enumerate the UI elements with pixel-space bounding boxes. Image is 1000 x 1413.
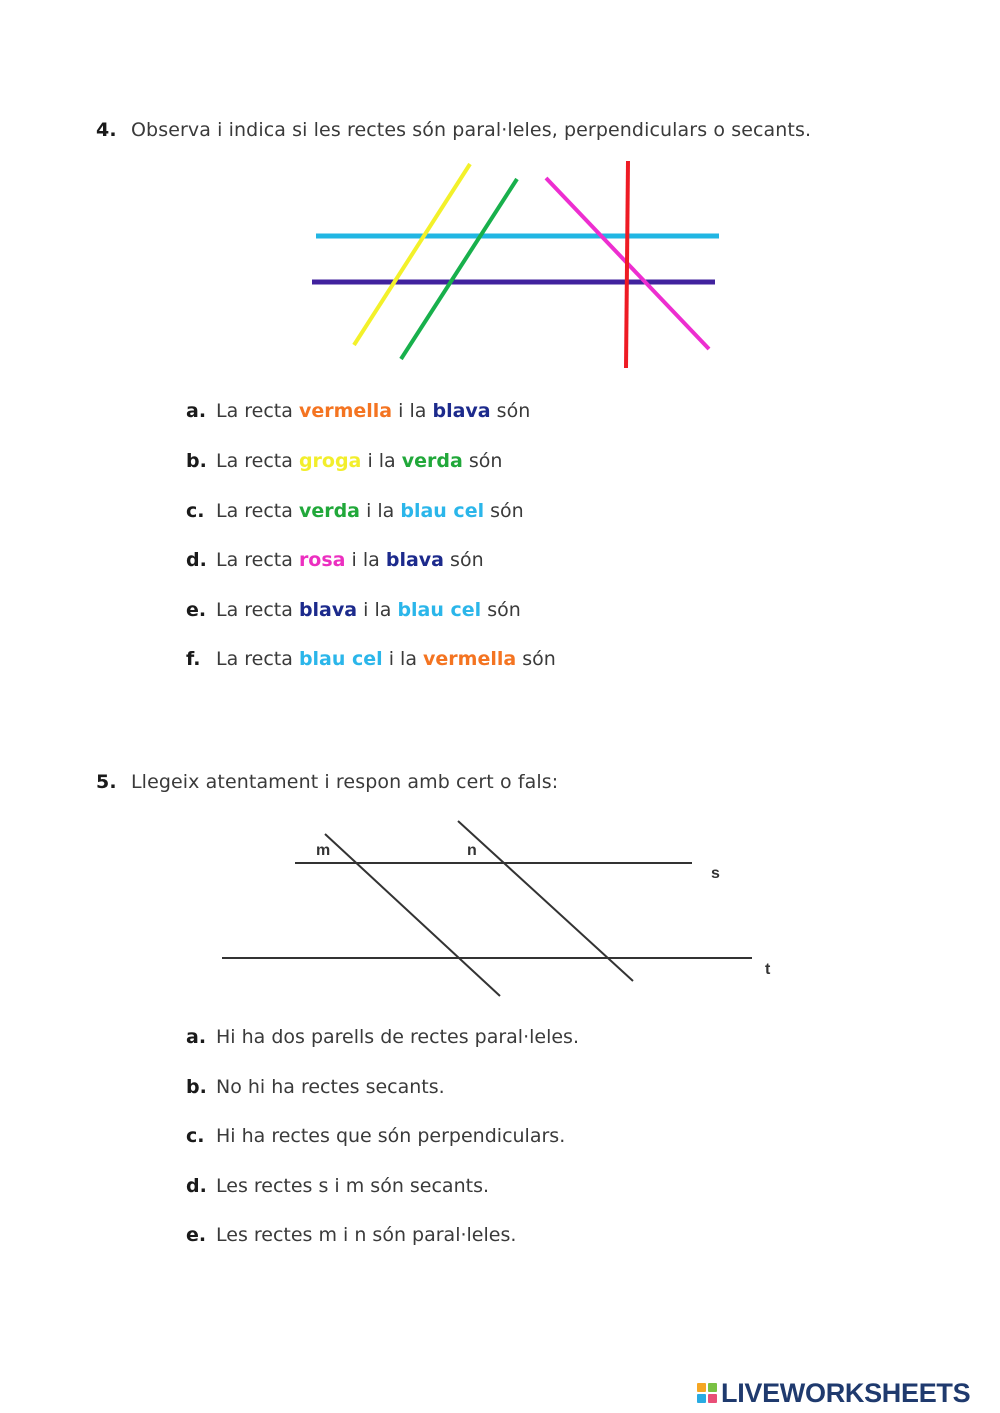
color-word-1: vermella: [298, 400, 393, 422]
item-letter: d.: [186, 549, 207, 571]
logo-tile: [708, 1383, 717, 1392]
question-4-prompt: Observa i indica si les rectes són paral·leles, perpendiculars o secants.: [131, 119, 812, 141]
question-5-heading: [96, 771, 558, 793]
item-text: Hi ha dos parells de rectes paral·leles.: [216, 1026, 579, 1048]
item-letter: d.: [186, 1175, 207, 1197]
item-post: són: [487, 599, 521, 621]
green-line: [401, 179, 517, 359]
yellow-line: [354, 164, 470, 345]
question-4-number: 4.: [96, 119, 117, 141]
color-word-2: blava: [385, 549, 444, 571]
q5-item: [186, 1175, 489, 1197]
color-word-2: verda: [401, 450, 463, 472]
item-letter: b.: [186, 1076, 207, 1098]
color-word-2: blava: [432, 400, 491, 422]
item-text: Hi ha rectes que són perpendiculars.: [216, 1125, 566, 1147]
q4-item: [186, 500, 524, 522]
item-post: són: [450, 549, 484, 571]
color-word-1: groga: [298, 450, 362, 472]
q5-item: [186, 1125, 565, 1147]
item-pre: La recta: [216, 549, 293, 571]
item-letter: e.: [186, 1224, 207, 1246]
item-letter: f.: [186, 648, 201, 670]
item-mid: i la: [351, 549, 380, 571]
item-letter: e.: [186, 599, 207, 621]
logo-tile: [697, 1383, 706, 1392]
logo-text: LIVEWORKSHEETS: [721, 1377, 971, 1408]
color-word-1: rosa: [298, 549, 346, 571]
item-post: són: [496, 400, 531, 422]
item-mid: i la: [363, 599, 392, 621]
logo-tile: [708, 1394, 717, 1403]
item-post: són: [468, 450, 503, 472]
label-m: m: [316, 842, 331, 859]
item-text: Les rectes m i n són paral·leles.: [216, 1224, 517, 1246]
item-mid: i la: [398, 400, 427, 422]
q5-item: [186, 1224, 516, 1246]
question-5-prompt: Llegeix atentament i respon amb cert o fals:: [131, 771, 559, 793]
item-letter: a.: [186, 400, 207, 422]
color-word-1: blava: [298, 599, 358, 621]
color-word-2: blau cel: [400, 500, 485, 522]
red-line: [626, 161, 628, 368]
color-word-2: vermella: [423, 648, 517, 670]
item-pre: La recta: [216, 450, 293, 472]
item-letter: b.: [186, 450, 207, 472]
label-n: n: [467, 842, 477, 859]
item-mid: i la: [388, 648, 417, 670]
q4-item: [186, 549, 484, 571]
lines-figure-q5: [222, 821, 771, 996]
logo-icon: [697, 1383, 717, 1403]
q4-item: [186, 400, 530, 422]
item-letter: c.: [186, 500, 205, 522]
label-s: s: [711, 865, 720, 882]
item-post: són: [490, 500, 524, 522]
item-pre: La recta: [216, 500, 293, 522]
item-pre: La recta: [216, 599, 293, 621]
item-post: són: [522, 648, 556, 670]
q5-item: [186, 1026, 579, 1048]
q4-item: [186, 599, 521, 621]
item-mid: i la: [367, 450, 396, 472]
question-5-number: 5.: [96, 771, 117, 793]
q5-item: [186, 1076, 445, 1098]
color-word-2: blau cel: [397, 599, 482, 621]
liveworksheets-logo: [697, 1378, 970, 1408]
item-letter: c.: [186, 1125, 205, 1147]
logo-tile: [697, 1394, 706, 1403]
item-text: Les rectes s i m són secants.: [216, 1175, 490, 1197]
color-word-1: blau cel: [298, 648, 383, 670]
q4-item: [186, 648, 556, 670]
item-letter: a.: [186, 1026, 207, 1048]
q4-item: [186, 450, 502, 472]
item-pre: La recta: [216, 648, 293, 670]
item-pre: La recta: [216, 400, 293, 422]
color-word-1: verda: [298, 500, 361, 522]
label-t: t: [765, 961, 771, 978]
item-text: No hi ha rectes secants.: [216, 1076, 445, 1098]
item-mid: i la: [366, 500, 395, 522]
